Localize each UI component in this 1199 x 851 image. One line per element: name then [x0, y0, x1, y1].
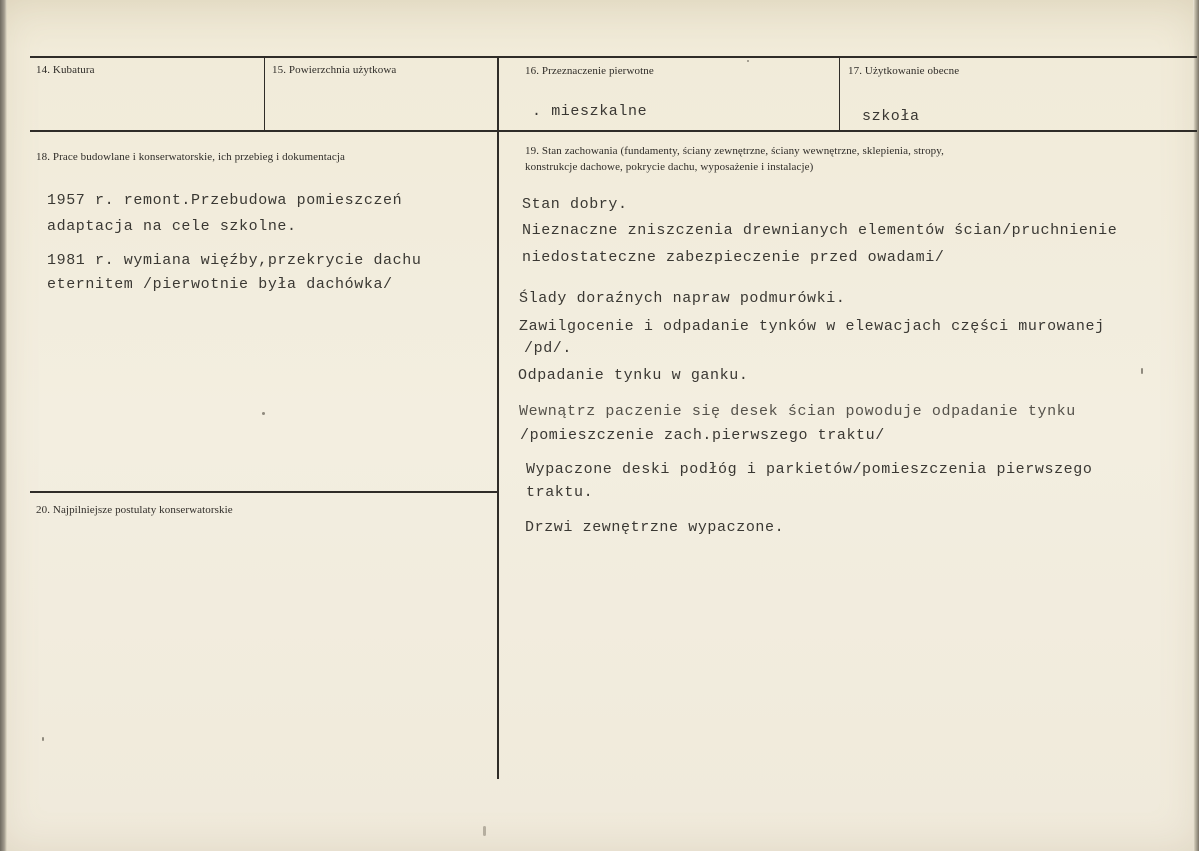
paper-speck — [1141, 368, 1143, 374]
field-19-line-4: Ślady doraźnych napraw podmurówki. — [519, 290, 846, 307]
card-edge-right — [1193, 0, 1199, 851]
paper-speck — [262, 412, 265, 415]
field-15-label: 15. Powierzchnia użytkowa — [272, 64, 397, 76]
field-14-label: 14. Kubatura — [36, 64, 95, 76]
divider-14-15 — [264, 57, 265, 131]
field-19-line-3: niedostateczne zabezpieczenie przed owadami/ — [522, 249, 945, 266]
field-19-label-line-2: konstrukcje dachowe, pokrycie dachu, wyposażenie i instalacje) — [525, 161, 814, 173]
field-19-line-1: Stan dobry. — [522, 196, 628, 213]
field-16-label: 16. Przeznaczenie pierwotne — [525, 65, 654, 77]
paper-speck — [42, 737, 44, 741]
field-18-label: 18. Prace budowlane i konserwatorskie, ich przebieg i dokumentacja — [36, 151, 345, 163]
field-19-line-8: Wewnątrz paczenie się desek ścian powoduje odpadanie tynku — [519, 403, 1076, 420]
field-18-line-4: eternitem /pierwotnie była dachówka/ — [47, 276, 393, 293]
field-19-label-line-1: 19. Stan zachowania (fundamenty, ściany zewnętrzne, ściany wewnętrzne, sklepienia, stropy, — [525, 145, 945, 157]
field-18-line-2: adaptacja na cele szkolne. — [47, 218, 297, 235]
field-18-line-3: 1981 r. wymiana więźby,przekrycie dachu — [47, 252, 422, 269]
field18-bottom-rule — [30, 491, 498, 493]
field-17-value: szkoła — [862, 108, 920, 125]
field-16-value: . mieszkalne — [532, 103, 648, 120]
field-19-line-9: /pomieszczenie zach.pierwszego traktu/ — [520, 427, 885, 444]
card-edge-left — [0, 0, 7, 851]
field-19-line-2: Nieznaczne zniszczenia drewnianych elementów ścian/pruchnienie — [522, 222, 1118, 239]
field-18-line-1: 1957 r. remont.Przebudowa pomieszczeń — [47, 192, 403, 209]
paper-speck — [483, 826, 486, 836]
row1-bottom-rule — [30, 130, 1197, 132]
field-19-line-10: Wypaczone deski podłóg i parkietów/pomieszczenia pierwszego — [526, 461, 1093, 478]
divider-16-17 — [839, 57, 840, 131]
field-19-line-11: traktu. — [526, 484, 594, 501]
field-19-line-7: Odpadanie tynku w ganku. — [518, 367, 749, 384]
top-rule — [30, 56, 1197, 58]
field-19-line-5: Zawilgocenie i odpadanie tynków w elewacjach części murowanej — [519, 318, 1105, 335]
paper-speck — [747, 60, 749, 62]
field-19-line-12: Drzwi zewnętrzne wypaczone. — [525, 519, 785, 536]
field-19-line-6: /pd/. — [524, 340, 573, 357]
divider-15-16 — [497, 57, 499, 779]
field-17-label: 17. Użytkowanie obecne — [848, 65, 960, 77]
field-20-label: 20. Najpilniejsze postulaty konserwatorskie — [36, 504, 233, 516]
